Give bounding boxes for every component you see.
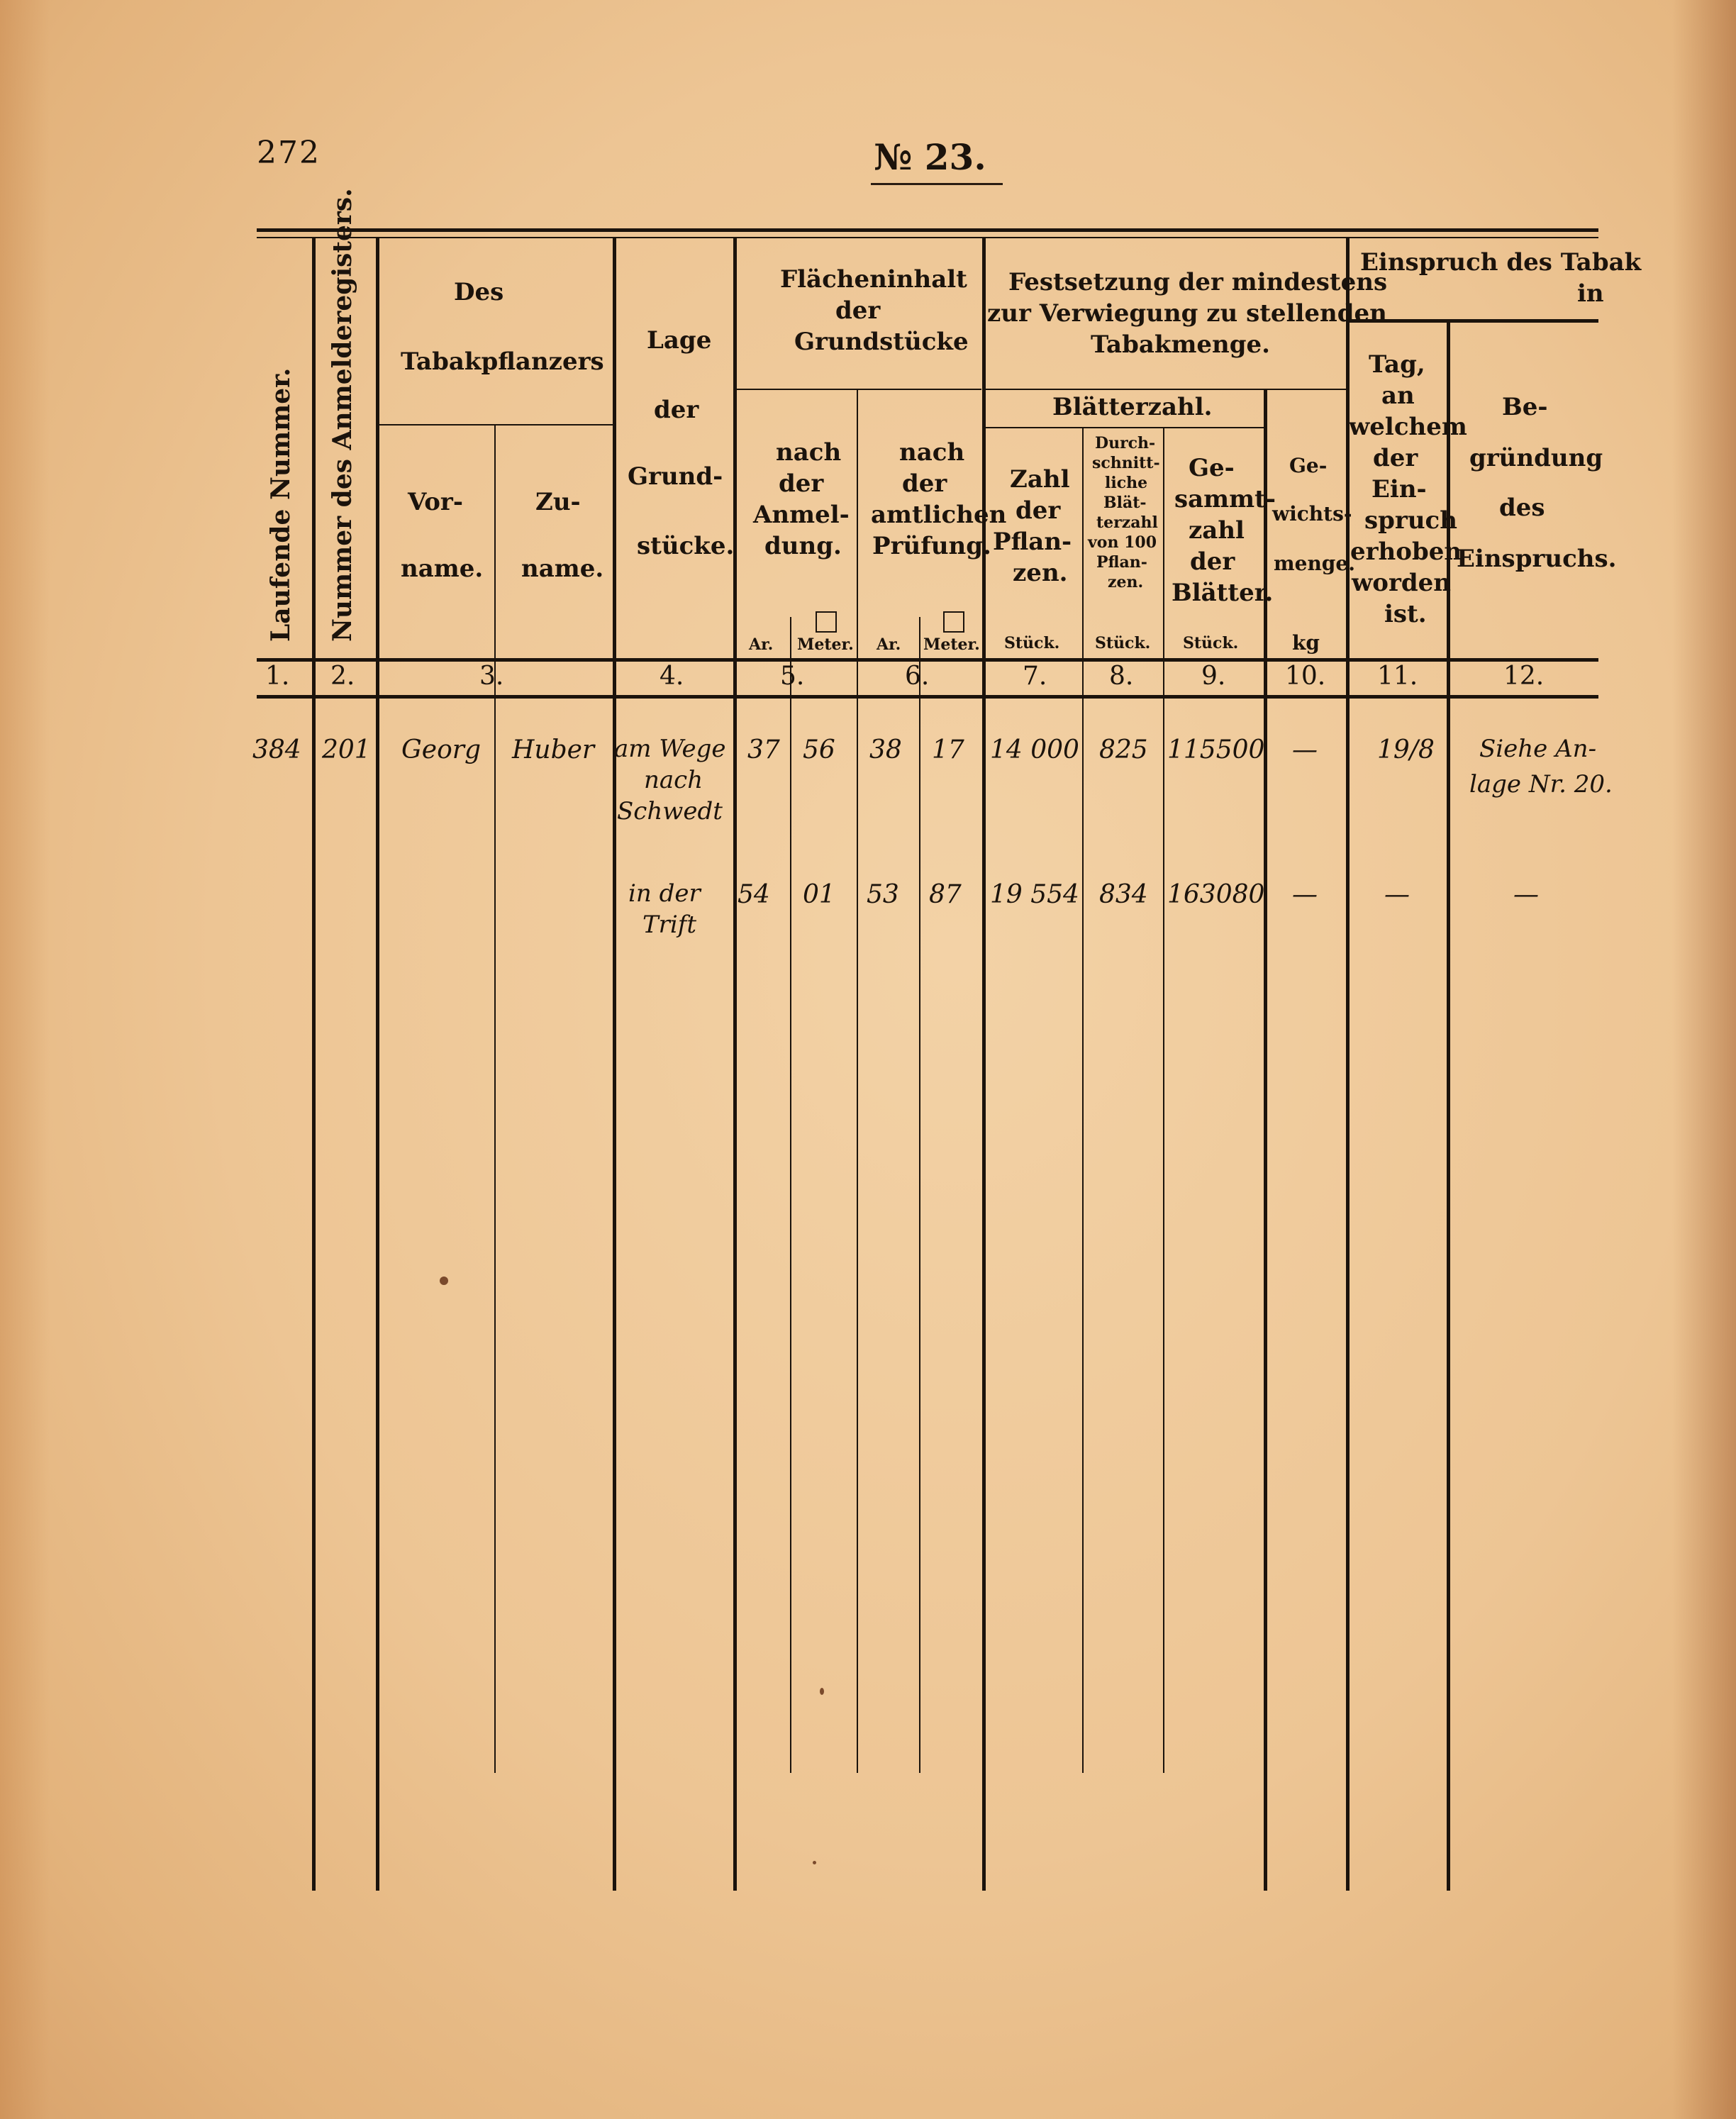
header-location-4: stücke. [637, 532, 735, 560]
header-total-2: sammt- [1174, 485, 1276, 513]
header-objection-2: in [1577, 279, 1604, 308]
paper-speck [440, 1277, 448, 1285]
row1-avg: 825 [1099, 735, 1148, 764]
vrule-8 [1082, 428, 1084, 1773]
header-grower-title: Tabakpflanzers [401, 347, 604, 376]
header-total-3: zahl [1189, 516, 1245, 545]
header-area-reg-1: nach [776, 438, 842, 467]
header-avg-4: Blät- [1103, 494, 1147, 512]
row2-off-ar: 53 [867, 880, 899, 909]
header-reason-4: Einspruchs. [1457, 545, 1617, 573]
col-number-9: 9. [1201, 662, 1226, 691]
header-leaf-count: Blätterzahl. [1052, 393, 1213, 421]
header-running-number: Laufende Nummer. [266, 367, 296, 642]
vrule-2 [376, 237, 379, 1891]
col-number-6: 6. [905, 662, 930, 691]
col-number-4: 4. [660, 662, 684, 691]
meter-square-icon-1 [816, 611, 837, 633]
row2-location-1: in der [628, 879, 701, 908]
header-plants-2: der [1016, 496, 1061, 525]
header-day-6: spruch [1364, 506, 1457, 535]
col-number-12: 12. [1503, 662, 1545, 691]
rule-numbers-bottom [257, 695, 1598, 699]
vrule-11 [1346, 237, 1350, 1891]
header-area-off-1: nach [899, 438, 965, 467]
header-plants-1: Zahl [1010, 465, 1070, 494]
unit-ar-6: Ar. [877, 635, 901, 654]
header-total-4: der [1190, 547, 1235, 576]
header-firstname-1: Vor- [408, 488, 463, 516]
header-avg-2: schnitt- [1092, 454, 1160, 472]
col-number-5: 5. [780, 662, 805, 691]
header-avg-8: zen. [1108, 573, 1144, 591]
col-number-8: 8. [1109, 662, 1134, 691]
row2-location-2: Trift [642, 911, 697, 939]
meter-square-icon-2 [943, 611, 964, 633]
row1-off-ar: 38 [869, 735, 902, 764]
unit-ar-5: Ar. [749, 635, 774, 654]
header-grower-des: Des [454, 278, 504, 306]
header-determination-2: zur Verwiegung zu stellenden [987, 299, 1387, 328]
rule-leaf-group [984, 427, 1267, 428]
rule-determination-group [984, 389, 1349, 390]
unit-meter-6: Meter. [923, 635, 980, 654]
header-area-off-3: amtlichen [871, 501, 1007, 529]
page-shadow-right [1672, 0, 1736, 2119]
header-area-off-4: Prüfung. [872, 532, 991, 560]
header-day-2: an [1381, 382, 1415, 410]
header-area-title-1: Flächeninhalt [780, 265, 967, 294]
rule-area-group [735, 389, 981, 390]
header-day-5: Ein- [1371, 475, 1427, 504]
page-shadow-left [0, 0, 50, 2119]
col-number-7: 7. [1023, 662, 1047, 691]
row1-last: Huber [512, 735, 595, 764]
vrule-9 [1163, 428, 1164, 1773]
header-lastname-2: name. [521, 555, 604, 583]
row1-first: Georg [401, 735, 481, 764]
header-day-3: welchem [1349, 413, 1467, 441]
vrule-5 [733, 237, 737, 1891]
header-weight-2: wichts- [1272, 502, 1352, 525]
header-avg-1: Durch- [1095, 434, 1156, 452]
header-day-8: worden [1352, 569, 1451, 597]
header-avg-5: terzahl [1096, 513, 1158, 532]
header-day-1: Tag, [1369, 350, 1425, 379]
row2-reason: — [1513, 880, 1539, 909]
row2-weight: — [1292, 880, 1318, 909]
row1-off-m: 17 [932, 735, 964, 764]
header-location-1: Lage [647, 326, 712, 355]
header-area-reg-2: der [779, 469, 824, 498]
header-reason-3: des [1499, 494, 1545, 522]
col-number-2: 2. [330, 662, 355, 691]
header-reason-1: Be- [1502, 393, 1548, 421]
page-number: 272 [257, 135, 321, 171]
row1-lfd: 384 [252, 735, 301, 764]
vrule-5a [790, 617, 791, 1773]
header-weight-3: menge. [1274, 552, 1355, 575]
rule-grower-group [377, 424, 614, 426]
issue-number: № 23. [874, 136, 986, 178]
row2-reg-m: 01 [803, 880, 835, 909]
col-number-3: 3. [479, 662, 504, 691]
row2-plants: 19 554 [990, 880, 1079, 909]
header-avg-3: liche [1105, 474, 1148, 492]
header-total-5: Blätter. [1172, 579, 1274, 607]
header-plants-3: Pflan- [993, 528, 1072, 556]
header-day-4: der [1373, 444, 1418, 472]
row1-reason-1: Siehe An- [1479, 735, 1597, 763]
issue-underline [871, 183, 1003, 185]
header-area-title-2: der [835, 296, 881, 325]
row2-reg-ar: 54 [738, 880, 770, 909]
header-area-off-2: der [902, 469, 947, 498]
row1-weight: — [1292, 735, 1318, 764]
row1-reg: 201 [322, 735, 371, 764]
row2-total: 163080 [1167, 880, 1265, 909]
row1-location-3: Schwedt [617, 797, 723, 825]
row1-total: 115500 [1167, 735, 1265, 764]
header-plants-4: zen. [1013, 559, 1068, 587]
unit-stueck-8: Stück. [1095, 634, 1151, 652]
rule-top-inner [257, 237, 1598, 238]
header-location-2: der [654, 396, 699, 424]
unit-stueck-9: Stück. [1183, 634, 1239, 652]
header-total-1: Ge- [1189, 454, 1235, 482]
vrule-7 [982, 237, 986, 1891]
header-register-number: Nummer des Anmelderegisters. [328, 188, 357, 642]
row1-reason-2: lage Nr. 20. [1469, 770, 1613, 799]
paper-speck [813, 1861, 816, 1864]
unit-kg: kg [1292, 631, 1320, 655]
row1-location-2: nach [644, 766, 703, 794]
vrule-3 [494, 426, 496, 1773]
header-avg-6: von 100 [1088, 533, 1157, 552]
row1-reg-ar: 37 [747, 735, 780, 764]
vrule-6a [919, 617, 920, 1773]
col-number-11: 11. [1377, 662, 1418, 691]
row2-avg: 834 [1099, 880, 1148, 909]
header-determination-1: Festsetzung der mindestens [1008, 268, 1388, 296]
header-location-3: Grund- [628, 462, 723, 491]
header-lastname-1: Zu- [535, 488, 581, 516]
header-firstname-2: name. [401, 555, 484, 583]
header-area-reg-4: dung. [764, 532, 842, 560]
header-reason-2: gründung [1469, 444, 1603, 472]
vrule-1 [312, 237, 316, 1891]
row2-off-m: 87 [929, 880, 962, 909]
vrule-10 [1264, 390, 1267, 1891]
row1-reg-m: 56 [803, 735, 835, 764]
header-avg-7: Pflan- [1096, 553, 1147, 572]
rule-top [257, 228, 1598, 232]
row1-location-1: am Wege [614, 735, 726, 763]
header-weight-1: Ge- [1289, 454, 1328, 477]
row2-day: — [1384, 880, 1410, 909]
col-number-1: 1. [265, 662, 290, 691]
header-day-7: erhoben [1350, 538, 1462, 566]
paper-speck [820, 1688, 824, 1695]
unit-stueck-7: Stück. [1004, 634, 1060, 652]
unit-meter-5: Meter. [797, 635, 854, 654]
row1-plants: 14 000 [990, 735, 1079, 764]
header-area-title-3: Grundstücke [794, 328, 969, 356]
vrule-6 [857, 390, 858, 1773]
header-determination-3: Tabakmenge. [1091, 330, 1271, 359]
header-day-9: ist. [1384, 600, 1427, 628]
col-number-10: 10. [1285, 662, 1326, 691]
header-objection-1: Einspruch des Tabak [1360, 248, 1642, 277]
row1-day: 19/8 [1377, 735, 1435, 764]
header-area-reg-3: Anmel- [753, 501, 850, 529]
vrule-4 [613, 237, 616, 1891]
